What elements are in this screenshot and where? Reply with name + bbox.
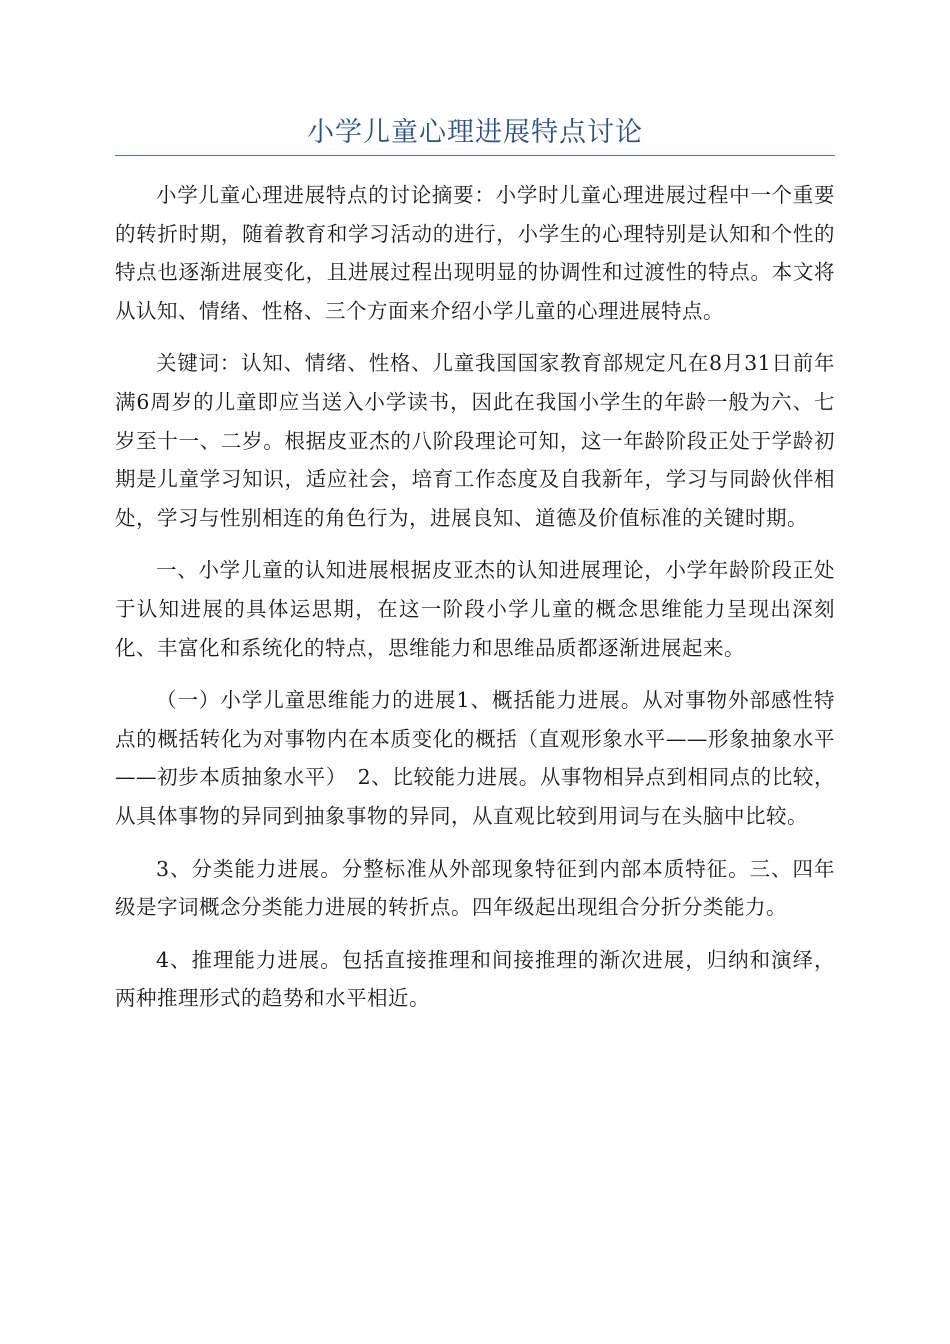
title-underline: [115, 155, 835, 156]
document-body: [115, 176, 835, 1032]
paragraph-abstract: 小学儿童心理进展特点的讨论摘要：小学时儿童心理进展过程中一个重要的转折时期，随着教育和学习活动的进行，小学生的心理特别是认知和个性的特点也逐渐进展变化，且进展过程出现明显的协调性和过渡性的特点。本文将从认知、情绪、性格、三个方面来介绍小学儿童的心理进展特点。: [115, 183, 835, 323]
paragraph-classification-ability: 3、分类能力进展。分整标准从外部现象特征到内部本质特征。三、四年级是字词概念分类能力进展的转折点。四年级起出现组合分折分类能力。: [115, 856, 835, 920]
paragraph-thinking-ability: （一）小学儿童思维能力的进展1、概括能力进展。从对事物外部感性特点的概括转化为对事物内在本质变化的概括（直观形象水平——形象抽象水平——初步本质抽象水平） 2、比较能力进展。从事物相异点到相同点的比较，从具体事物的异同到抽象事物的异同，从直观比较到用词与在头脑中比较。: [115, 688, 835, 828]
paragraph-cognitive-development: 一、小学儿童的认知进展根据皮亚杰的认知进展理论，小学年龄阶段正处于认知进展的具体运思期，在这一阶段小学儿童的概念思维能力呈现出深刻化、丰富化和系统化的特点，思维能力和思维品质都逐渐进展起来。: [115, 558, 835, 660]
paragraph-reasoning-ability: 4、推理能力进展。包括直接推理和间接推理的渐次进展，归纳和演绎，两种推理形式的趋势和水平相近。: [115, 947, 835, 1011]
paragraph-keywords: 关键词：认知、情绪、性格、儿童我国国家教育部规定凡在8月31日前年满6周岁的儿童即应当送入小学读书，因此在我国小学生的年龄一般为六、七岁至十一、二岁。根据皮亚杰的八阶段理论可知，这一年龄阶段正处于学龄初期是儿童学习知识，适应社会，培育工作态度及自我新年，学习与同龄伙伴相处，学习与性别相连的角色行为，进展良知、道德及价值标准的关键时期。: [115, 351, 835, 530]
document-title: 小学儿童心理进展特点讨论: [307, 117, 643, 148]
